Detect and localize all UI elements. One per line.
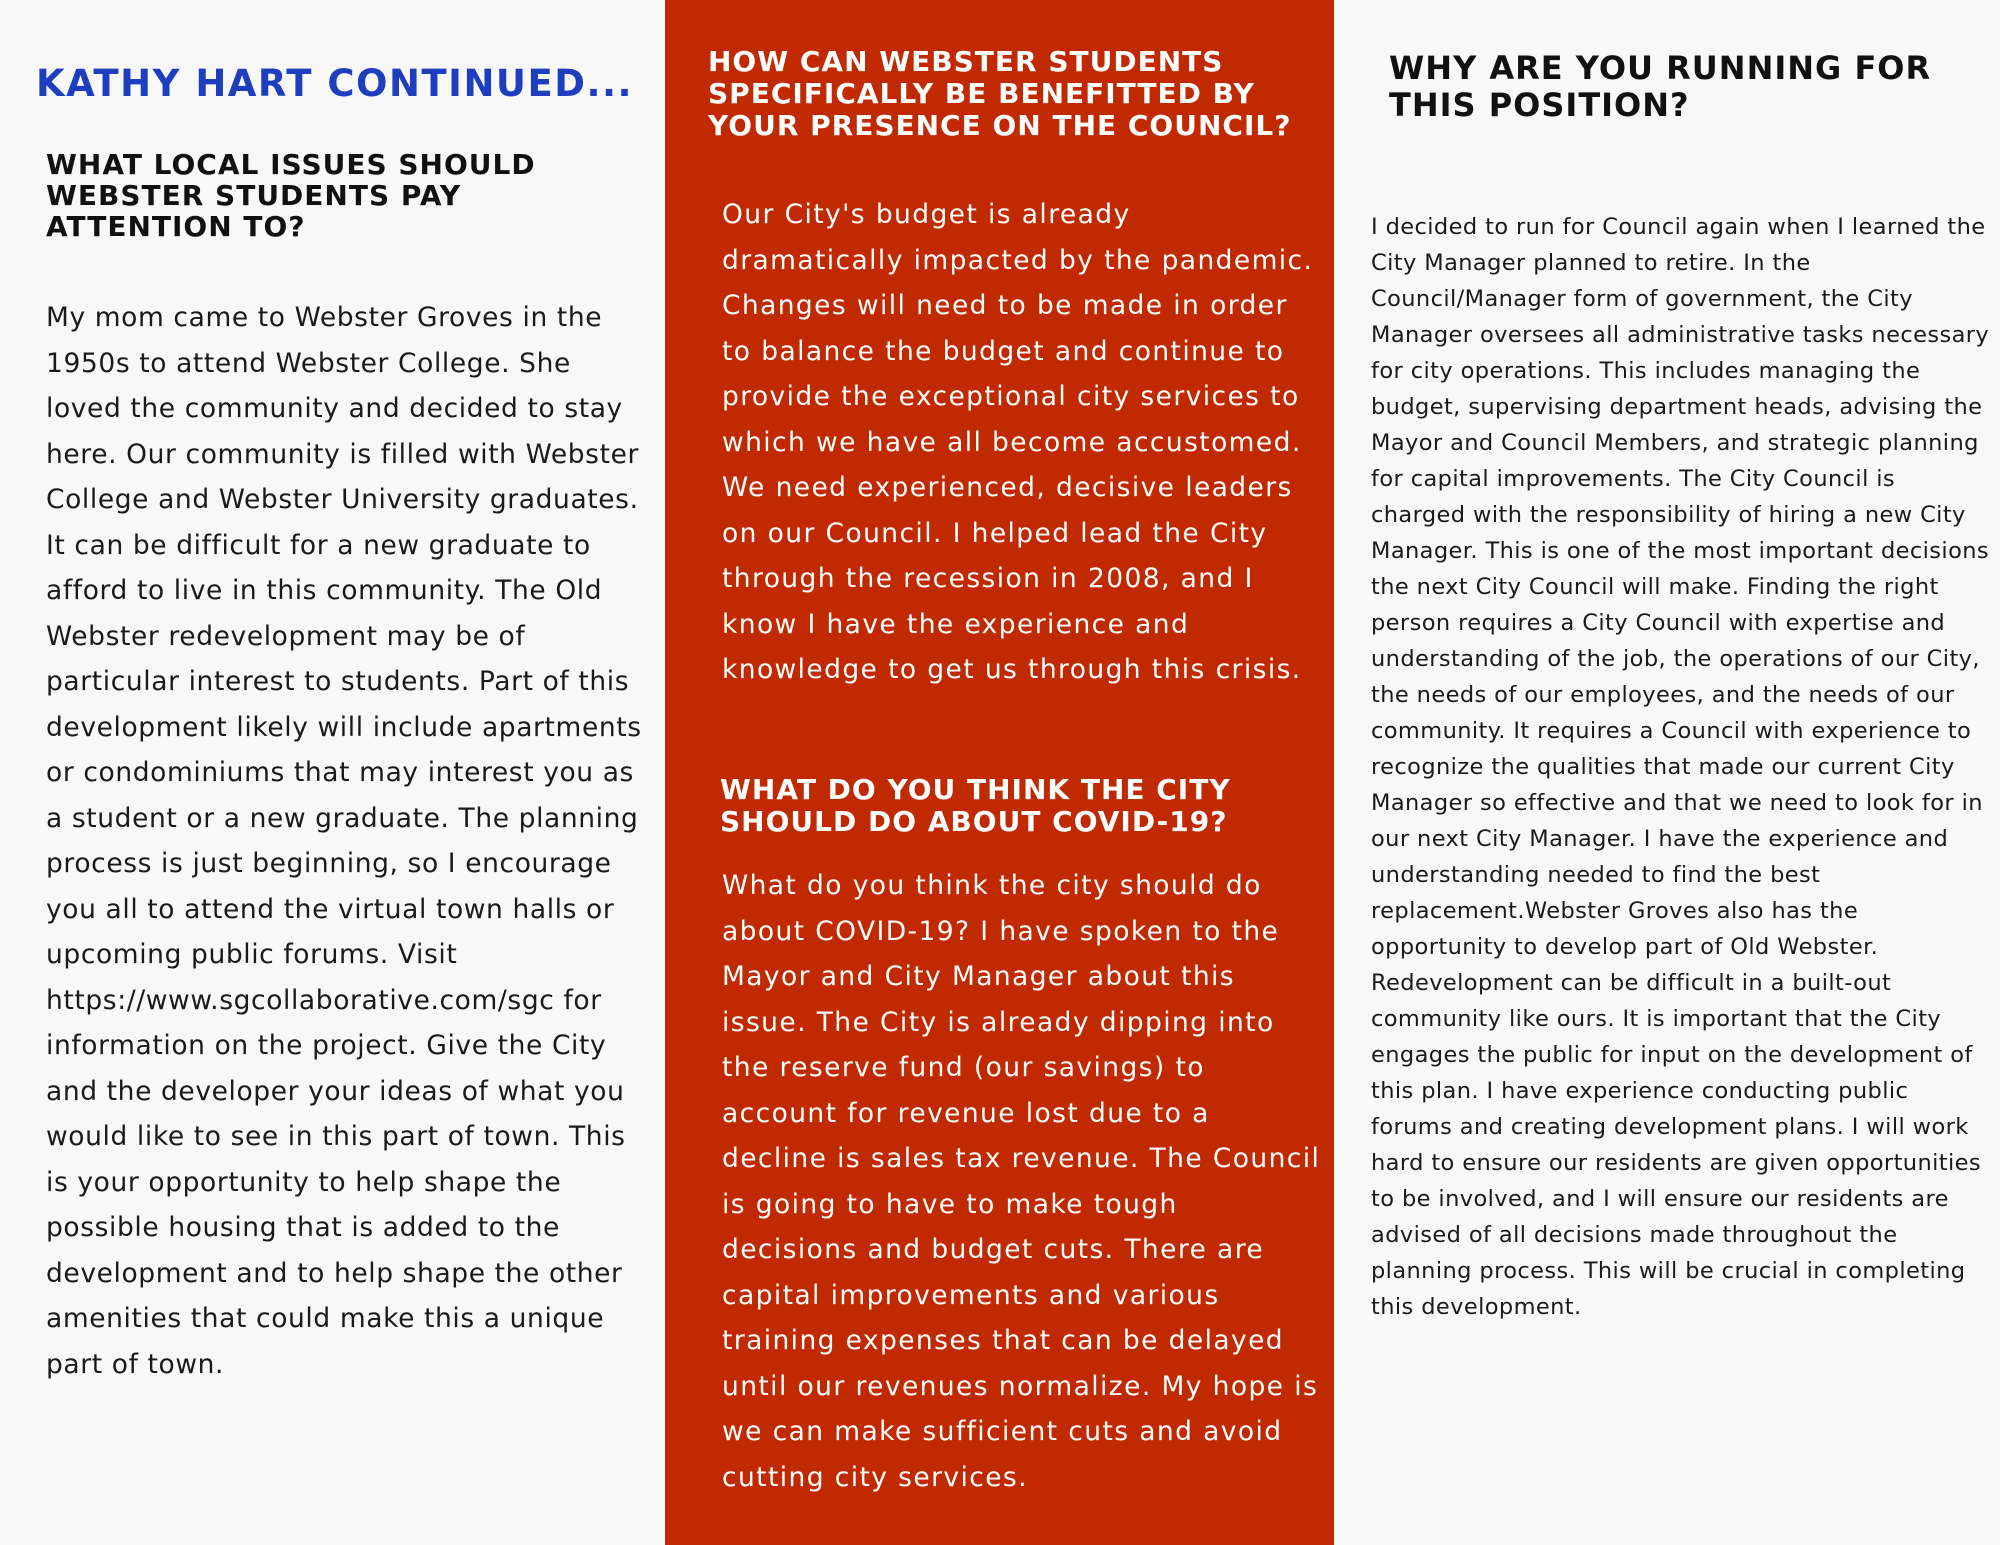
local-issues-heading: WHAT LOCAL ISSUES SHOULD WEBSTER STUDENTS PAY ATTENTION TO? xyxy=(46,148,536,243)
local-issues-answer: My mom came to Webster Groves in the 1950s to attend Webster College. She loved the community and decided to stay here. Our community is filled with Webster College and Webster University graduates. It can be difficult for a new graduate to afford to live in this community. The Old Webster redevelopment may be of particular interest to students. Part of this development likely will include apartments or condominiums that may interest you as a student or a new graduate. The planning process is just beginning, so I encourage you all to attend the virtual town halls or upcoming public forums. Visit https://www.sgcollaborative.com/sgc for information on the project. Give the City and the developer your ideas of what you would like to see in this part of town. This is your opportunity to help shape the possible housing that is added to the development and to help shape the other amenities that could make this a unique part of town. xyxy=(46,302,642,1380)
covid-answer: What do you think the city should do about COVID-19? I have spoken to the Mayor and City Manager about this issue. The City is already dipping into the reserve fund (our savings) to account for revenue lost due to a decline is sales tax revenue. The Council is going to have to make tough decisions and budget cuts. There are capital improvements and various training expenses that can be delayed until our revenues normalize. My hope is we can make sufficient cuts and avoid cutting city services. xyxy=(722,870,1321,1493)
right-column xyxy=(1334,0,2000,1545)
left-column xyxy=(0,0,665,1545)
student-benefit-heading: HOW CAN WEBSTER STUDENTS SPECIFICALLY BE BENEFITTED BY YOUR PRESENCE ON THE COUNCIL? xyxy=(708,45,1292,142)
page-title: KATHY HART CONTINUED... xyxy=(36,62,634,105)
student-benefit-answer: Our City's budget is already dramatically impacted by the pandemic. Changes will need to be made in order to balance the budget and continue to provide the exceptional city services to which we have all become accustomed. We need experienced, decisive leaders on our Council. I helped lead the City through the recession in 2008, and I know I have the experience and knowledge to get us through this crisis. xyxy=(722,199,1314,685)
why-running-answer: I decided to run for Council again when I learned the City Manager planned to retire. In the Council/Manager form of government, the City Manager oversees all administrative tasks necessary for city operations. This includes managing the budget, supervising department heads, advising the Mayor and Council Members, and strategic planning for capital improvements. The City Council is charged with the responsibility of hiring a new City Manager. This is one of the most important decisions the next City Council will make. Finding the right person requires a City Council with expertise and understanding of the job, the operations of our City, the needs of our employees, and the needs of our community. It requires a Council with experience to recognize the qualities that made our current City Manager so effective and that we need to look for in our next City Manager. I have the experience and understanding needed to find the best replacement.Webster Groves also has the opportunity to develop part of Old Webster. Redevelopment can be difficult in a built-out community like ours. It is important that the City engages the public for input on the development of this plan. I have experience conducting public forums and creating development plans. I will work hard to ensure our residents are given opportunities to be involved, and I will ensure our residents are advised of all decisions made throughout the planning process. This will be crucial in completing this development. xyxy=(1371,214,1990,1320)
middle-column xyxy=(665,0,1334,1545)
covid-heading: WHAT DO YOU THINK THE CITY SHOULD DO ABOUT COVID-19? xyxy=(720,773,1231,838)
why-running-heading: WHY ARE YOU RUNNING FOR THIS POSITION? xyxy=(1389,49,1932,124)
